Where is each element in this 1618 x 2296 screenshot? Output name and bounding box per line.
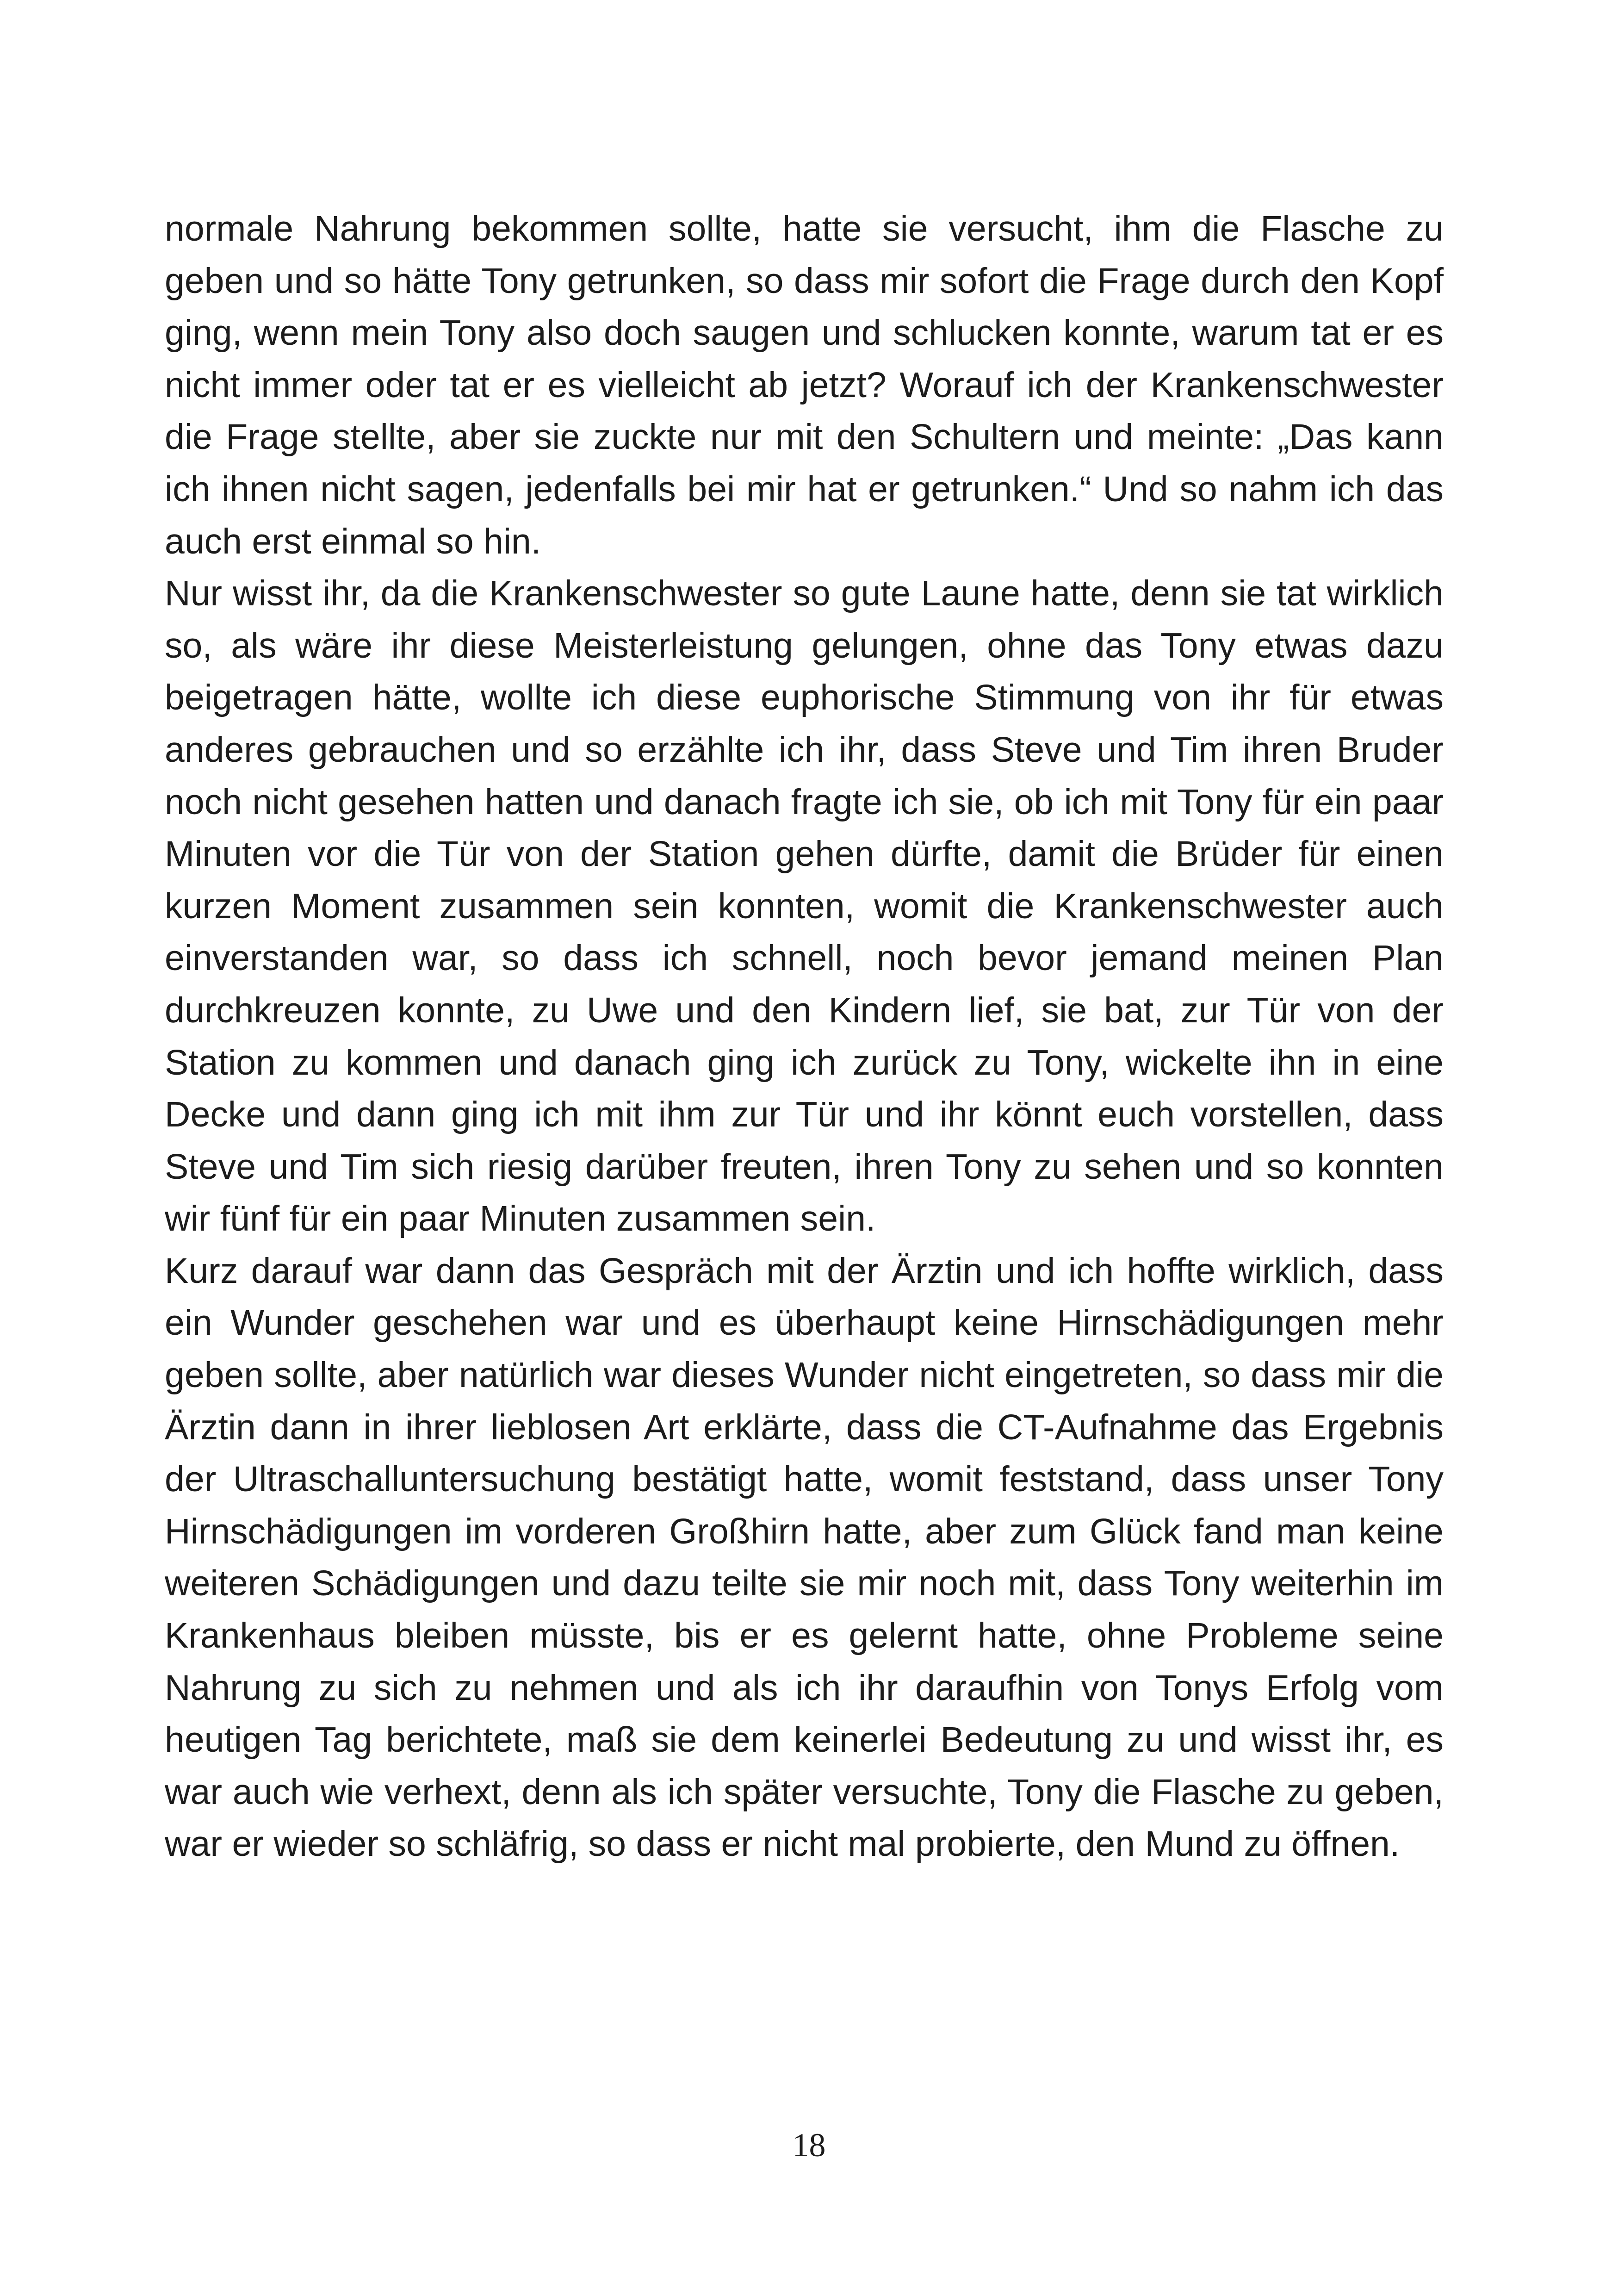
- paragraph-2: Nur wisst ihr, da die Krankenschwester so gute Laune hatte, denn sie tat wirklich so, als wäre ihr diese Meisterleistung gelungen, ohne das Tony etwas dazu beigetragen hätte, wollte ich diese euphorische Stimmung von ihr für etwas anderes gebrauchen und so erzählte ich ihr, dass Steve und Tim ihren Bruder noch nicht gesehen hatten und danach fragte ich sie, ob ich mit Tony für ein paar Minuten vor die Tür von der Station gehen dürfte, damit die Brüder für einen kurzen Moment zusammen sein konnten, womit die Krankenschwester auch einverstanden war, so dass ich schnell, noch bevor jemand meinen Plan durchkreuzen konnte, zu Uwe und den Kindern lief, sie bat, zur Tür von der Station zu kommen und danach ging ich zurück zu Tony, wickelte ihn in eine Decke und dann ging ich mit ihm zur Tür und ihr könnt euch vorstellen, dass Steve und Tim sich riesig darüber freuten, ihren Tony zu sehen und so konnten wir fünf für ein paar Minuten zusammen sein.: [165, 573, 1444, 1239]
- page-number: 18: [792, 2127, 826, 2164]
- paragraph-3: Kurz darauf war dann das Gespräch mit der Ärztin und ich hoffte wirklich, dass ein Wunder geschehen war und es überhaupt keine Hirnschädigungen mehr geben sollte, aber natürlich war dieses Wunder nicht eingetreten, so dass mir die Ärztin dann in ihrer lieblosen Art erklärte, dass die CT-Aufnahme das Ergebnis der Ultraschalluntersuchung bestätigt hatte, womit feststand, dass unser Tony Hirnschädigungen im vorderen Großhirn hatte, aber zum Glück fand man keine weiteren Schädigungen und dazu teilte sie mir noch mit, dass Tony weiterhin im Krankenhaus bleiben müsste, bis er es gelernt hatte, ohne Probleme seine Nahrung zu sich zu nehmen und als ich ihr daraufhin von Tonys Erfolg vom heutigen Tag berichtete, maß sie dem keinerlei Bedeutung zu und wisst ihr, es war auch wie verhext, denn als ich später versuchte, Tony die Flasche zu geben, war er wieder so schläfrig, so dass er nicht mal probierte, den Mund zu öffnen.: [165, 1251, 1444, 1864]
- paragraph-1: normale Nahrung bekommen sollte, hatte sie versucht, ihm die Flasche zu geben und so hätte Tony getrunken, so dass mir sofort die Frage durch den Kopf ging, wenn mein Tony also doch saugen und schlucken konnte, warum tat er es nicht immer oder tat er es vielleicht ab jetzt? Worauf ich der Krankenschwester die Frage stellte, aber sie zuckte nur mit den Schultern und meinte: „Das kann ich ihnen nicht sagen, jedenfalls bei mir hat er getrunken.“ Und so nahm ich das auch erst einmal so hin.: [165, 209, 1444, 561]
- body-text: [165, 203, 1444, 1870]
